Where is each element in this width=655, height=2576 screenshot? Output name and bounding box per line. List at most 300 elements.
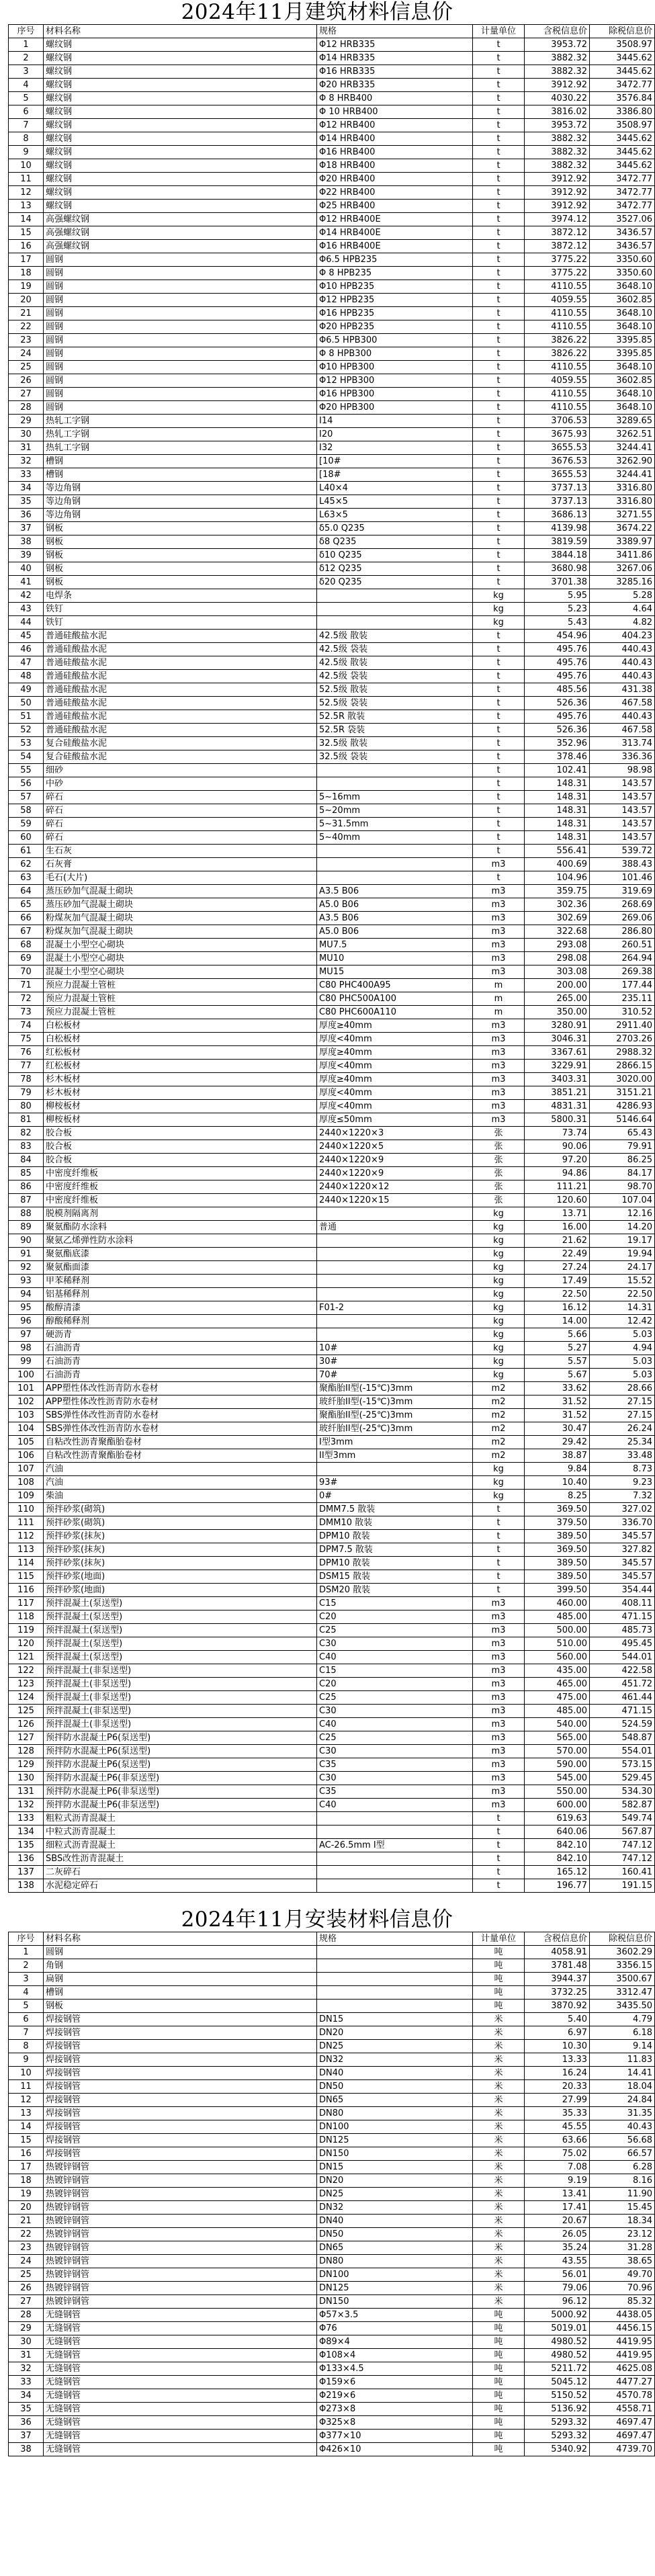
- table-cell: 93: [9, 1275, 44, 1288]
- table-cell: 619.63: [525, 1812, 590, 1826]
- table-cell: 焊接钢管: [44, 2094, 317, 2107]
- table-cell: 米: [473, 2067, 525, 2080]
- table-cell: 90.06: [525, 1140, 590, 1154]
- table-cell: 普通硅酸盐水泥: [44, 697, 317, 710]
- table-cell: m3: [473, 1664, 525, 1678]
- table-cell: 0#: [317, 1490, 473, 1503]
- table-cell: 38: [9, 2443, 44, 2456]
- table-cell: 23: [9, 2241, 44, 2255]
- table-cell: 130: [9, 1772, 44, 1785]
- table-cell: 3737.13: [525, 495, 590, 509]
- table-cell: 103: [9, 1409, 44, 1422]
- table-cell: 预拌混凝土(非泵送型): [44, 1664, 317, 1678]
- table-cell: 张: [473, 1140, 525, 1154]
- table-cell: 预拌混凝土(泵送型): [44, 1611, 317, 1624]
- table-cell: 胶合板: [44, 1140, 317, 1154]
- table-cell: m3: [473, 952, 525, 965]
- table-cell: DN80: [317, 2107, 473, 2120]
- table-row: [9, 240, 655, 253]
- table-cell: 吨: [473, 1973, 525, 1986]
- table-row: [9, 2120, 655, 2134]
- table-cell: 柳桉板材: [44, 1100, 317, 1113]
- table-cell: 98: [9, 1342, 44, 1355]
- table-row: [9, 1422, 655, 1436]
- table-cell: 玻纤胎II型(-25℃)3mm: [317, 1422, 473, 1436]
- column-header: 序号: [9, 1932, 44, 1946]
- table-cell: 165.12: [525, 1866, 590, 1879]
- table-row: [9, 2174, 655, 2188]
- table-row: [9, 1342, 655, 1355]
- table-cell: 聚氨酯底漆: [44, 1248, 317, 1261]
- table-cell: 2440×1220×9: [317, 1154, 473, 1167]
- table-row: [9, 871, 655, 885]
- table-cell: 12.16: [590, 1207, 655, 1221]
- table-row: [9, 2443, 655, 2456]
- table-cell: 70: [9, 965, 44, 979]
- table-cell: SBS弹性体改性沥青防水卷材: [44, 1422, 317, 1436]
- table-cell: 40.43: [590, 2120, 655, 2134]
- table-cell: 热镀锌钢管: [44, 2174, 317, 2188]
- table-cell: 9.23: [590, 1476, 655, 1490]
- table-cell: Φ6.5 HPB300: [317, 334, 473, 347]
- table-row: [9, 1839, 655, 1852]
- table-cell: 44: [9, 616, 44, 630]
- table-cell: 134: [9, 1826, 44, 1839]
- table-cell: 张: [473, 1154, 525, 1167]
- table-cell: 50: [9, 697, 44, 710]
- table-cell: [317, 1852, 473, 1866]
- table-cell: t: [473, 65, 525, 79]
- table-cell: t: [473, 307, 525, 320]
- table-cell: 3445.62: [590, 132, 655, 146]
- table-row: [9, 2416, 655, 2430]
- table-cell: A5.0 B06: [317, 898, 473, 912]
- table-cell: 柳桉板材: [44, 1113, 317, 1127]
- table-cell: 吨: [473, 2416, 525, 2430]
- table-cell: 68: [9, 939, 44, 952]
- table-cell: 336.36: [590, 750, 655, 764]
- table-cell: 粗粒式沥青混凝土: [44, 1812, 317, 1826]
- table-cell: Φ20 HRB335: [317, 79, 473, 92]
- table-cell: 粉煤灰加气混凝土砌块: [44, 925, 317, 939]
- table-cell: Φ377×10: [317, 2430, 473, 2443]
- table-cell: 等边角钢: [44, 482, 317, 495]
- table-cell: 86: [9, 1180, 44, 1194]
- table-cell: Φ16 HRB400E: [317, 240, 473, 253]
- table-row: [9, 1234, 655, 1248]
- table-cell: 3974.12: [525, 213, 590, 226]
- table-cell: SBS改性沥青混凝土: [44, 1852, 317, 1866]
- table-cell: 4697.47: [590, 2416, 655, 2430]
- table-cell: 54: [9, 750, 44, 764]
- table-cell: 杉木板材: [44, 1073, 317, 1086]
- table-cell: 135: [9, 1839, 44, 1852]
- table-cell: 3289.65: [590, 415, 655, 428]
- table-cell: m3: [473, 1799, 525, 1812]
- table-cell: 9.14: [590, 2040, 655, 2053]
- table-cell: 米: [473, 2268, 525, 2282]
- table-cell: 生石灰: [44, 845, 317, 858]
- table-cell: 143.57: [590, 831, 655, 845]
- table-cell: t: [473, 509, 525, 522]
- table-row: [9, 1396, 655, 1409]
- table-cell: 热镀锌钢管: [44, 2241, 317, 2255]
- table-cell: t: [473, 495, 525, 509]
- table-row: [9, 495, 655, 509]
- table-cell: 复合硅酸盐水泥: [44, 750, 317, 764]
- table-cell: 47: [9, 656, 44, 670]
- table-cell: 3602.29: [590, 1946, 655, 1959]
- table-cell: 4110.55: [525, 307, 590, 320]
- table-cell: 52.5R 散装: [317, 710, 473, 724]
- table-cell: 热镀锌钢管: [44, 2228, 317, 2241]
- table-cell: 螺纹钢: [44, 186, 317, 200]
- table-cell: 3395.85: [590, 334, 655, 347]
- table-cell: t: [473, 132, 525, 146]
- table-cell: 35.24: [525, 2241, 590, 2255]
- table-cell: 热镀锌钢管: [44, 2215, 317, 2228]
- table-row: [9, 2430, 655, 2443]
- table-cell: Φ 8 HRB400: [317, 92, 473, 105]
- table-cell: 95: [9, 1301, 44, 1315]
- table-cell: 49: [9, 683, 44, 697]
- table-cell: 85: [9, 1167, 44, 1180]
- table-cell: 345.57: [590, 1570, 655, 1584]
- table-cell: 286.80: [590, 925, 655, 939]
- table-row: [9, 1691, 655, 1705]
- table-cell: 53: [9, 737, 44, 750]
- table-cell: 米: [473, 2174, 525, 2188]
- table-cell: m3: [473, 1100, 525, 1113]
- table-cell: 435.00: [525, 1664, 590, 1678]
- table-cell: 600.00: [525, 1799, 590, 1812]
- table-row: [9, 1637, 655, 1651]
- table-cell: Φ16 HPB235: [317, 307, 473, 320]
- table-cell: 136: [9, 1852, 44, 1866]
- table-row: [9, 1207, 655, 1221]
- table-cell: t: [473, 630, 525, 643]
- table-cell: 3775.22: [525, 267, 590, 280]
- table-cell: 5019.01: [525, 2322, 590, 2335]
- table-cell: 540.00: [525, 1718, 590, 1731]
- table-cell: 石油沥青: [44, 1369, 317, 1382]
- table-row: [9, 1100, 655, 1113]
- table-cell: 747.12: [590, 1852, 655, 1866]
- table-cell: 30#: [317, 1355, 473, 1369]
- table-cell: 13.41: [525, 2188, 590, 2201]
- table-cell: 37: [9, 522, 44, 535]
- table-cell: t: [473, 750, 525, 764]
- table-cell: 3844.18: [525, 549, 590, 562]
- table-cell: DN150: [317, 2295, 473, 2309]
- table-row: [9, 132, 655, 146]
- table-row: [9, 2147, 655, 2161]
- table-cell: m3: [473, 1785, 525, 1799]
- table-cell: 9: [9, 2053, 44, 2067]
- table-cell: DMM10 散装: [317, 1516, 473, 1530]
- table-row: [9, 1073, 655, 1086]
- table-cell: 94.86: [525, 1167, 590, 1180]
- table-cell: t: [473, 535, 525, 549]
- table-cell: 蒸压砂加气混凝土砌块: [44, 885, 317, 898]
- table-cell: 5.03: [590, 1355, 655, 1369]
- table-cell: 560.00: [525, 1651, 590, 1664]
- table-row: [9, 213, 655, 226]
- table-row: [9, 777, 655, 791]
- table-cell: 5293.32: [525, 2430, 590, 2443]
- table-cell: δ5.0 Q235: [317, 522, 473, 535]
- table-cell: 4059.55: [525, 294, 590, 307]
- table-cell: 5~20mm: [317, 804, 473, 818]
- table-cell: 96: [9, 1315, 44, 1328]
- table-cell: t: [473, 441, 525, 455]
- table-cell: 27: [9, 388, 44, 401]
- table-cell: 热镀锌钢管: [44, 2188, 317, 2201]
- table-cell: 5340.92: [525, 2443, 590, 2456]
- table-cell: 3701.38: [525, 576, 590, 589]
- table-cell: 中粒式沥青混凝土: [44, 1826, 317, 1839]
- table-cell: Φ16 HRB335: [317, 65, 473, 79]
- table-cell: 143.57: [590, 791, 655, 804]
- table-cell: 5~16mm: [317, 791, 473, 804]
- table-cell: 米: [473, 2241, 525, 2255]
- table-cell: 3882.32: [525, 146, 590, 159]
- table-row: [9, 1127, 655, 1140]
- table-cell: 5.23: [525, 603, 590, 616]
- table-cell: 5~31.5mm: [317, 818, 473, 831]
- table-cell: 40: [9, 562, 44, 576]
- table-cell: 12.42: [590, 1315, 655, 1328]
- table-cell: 313.74: [590, 737, 655, 750]
- table-row: [9, 885, 655, 898]
- table-cell: 热轧工字钢: [44, 441, 317, 455]
- table-cell: 3436.57: [590, 226, 655, 240]
- table-row: [9, 2188, 655, 2201]
- table-row: [9, 1611, 655, 1624]
- table-row: [9, 1288, 655, 1301]
- table-cell: t: [473, 845, 525, 858]
- table-cell: [10#: [317, 455, 473, 468]
- table-cell: 127: [9, 1731, 44, 1745]
- table-cell: 510.00: [525, 1637, 590, 1651]
- table-cell: 62: [9, 858, 44, 871]
- table-cell: 97: [9, 1328, 44, 1342]
- table-cell: 3472.77: [590, 186, 655, 200]
- table-cell: 10#: [317, 1342, 473, 1355]
- table-cell: 9: [9, 146, 44, 159]
- table-cell: 126: [9, 1718, 44, 1731]
- table-cell: m2: [473, 1396, 525, 1409]
- table-cell: Φ 8 HPB300: [317, 347, 473, 361]
- table-cell: 3882.32: [525, 132, 590, 146]
- table-cell: 3602.85: [590, 294, 655, 307]
- table-cell: 640.06: [525, 1826, 590, 1839]
- table-row: [9, 1221, 655, 1234]
- table-row: [9, 925, 655, 939]
- table-cell: 20: [9, 294, 44, 307]
- table-cell: 预拌砂浆(抹灰): [44, 1557, 317, 1570]
- table-cell: 52.5级 袋装: [317, 697, 473, 710]
- table-cell: 3680.98: [525, 562, 590, 576]
- table-cell: 脱模剂隔离剂: [44, 1207, 317, 1221]
- table-cell: [317, 1866, 473, 1879]
- table-cell: t: [473, 200, 525, 213]
- table-cell: δ10 Q235: [317, 549, 473, 562]
- table-cell: 125: [9, 1705, 44, 1718]
- table-row: [9, 1180, 655, 1194]
- table-cell: 389.50: [525, 1557, 590, 1570]
- table-cell: 369.50: [525, 1503, 590, 1516]
- table-row: [9, 1006, 655, 1019]
- table-row: [9, 818, 655, 831]
- table-cell: A5.0 B06: [317, 925, 473, 939]
- table-row: [9, 79, 655, 92]
- table-row: [9, 2376, 655, 2389]
- table-cell: 33: [9, 2376, 44, 2389]
- table-cell: 94: [9, 1288, 44, 1301]
- table-cell: 预拌砂浆(抹灰): [44, 1530, 317, 1543]
- table-cell: 无缝钢管: [44, 2389, 317, 2403]
- table-cell: t: [473, 1852, 525, 1866]
- table-cell: 无缝钢管: [44, 2430, 317, 2443]
- table-cell: Φ159×6: [317, 2376, 473, 2389]
- table-cell: 4477.27: [590, 2376, 655, 2389]
- table-row: [9, 2241, 655, 2255]
- table-cell: 485.00: [525, 1611, 590, 1624]
- table-cell: 75.02: [525, 2147, 590, 2161]
- table-cell: 42: [9, 589, 44, 603]
- table-cell: 螺纹钢: [44, 159, 317, 173]
- table-cell: 圆钢: [44, 347, 317, 361]
- table-cell: 米: [473, 2161, 525, 2174]
- table-cell: 预拌混凝土(泵送型): [44, 1651, 317, 1664]
- table-cell: C25: [317, 1624, 473, 1637]
- table-row: [9, 2067, 655, 2080]
- table-cell: t: [473, 482, 525, 495]
- table-row: [9, 2228, 655, 2241]
- table-cell: 148.31: [525, 777, 590, 791]
- table-cell: 3872.12: [525, 226, 590, 240]
- table-cell: t: [473, 683, 525, 697]
- table-cell: t: [473, 240, 525, 253]
- table-cell: 槽钢: [44, 468, 317, 482]
- building-title: 2024年11月建筑材料信息价: [181, 0, 453, 24]
- table-cell: DN100: [317, 2120, 473, 2134]
- table-cell: 842.10: [525, 1852, 590, 1866]
- table-cell: 4110.55: [525, 320, 590, 334]
- table-cell: 18.04: [590, 2080, 655, 2094]
- table-cell: 14.00: [525, 1315, 590, 1328]
- table-cell: 23.12: [590, 2228, 655, 2241]
- table-cell: 预拌防水混凝土P6(非泵送型): [44, 1785, 317, 1799]
- table-cell: 120.60: [525, 1194, 590, 1207]
- table-cell: 148.31: [525, 818, 590, 831]
- table-cell: 3648.10: [590, 320, 655, 334]
- table-cell: 3648.10: [590, 401, 655, 415]
- table-cell: 30: [9, 2335, 44, 2349]
- table-cell: 中砂: [44, 777, 317, 791]
- table-cell: 4739.70: [590, 2443, 655, 2456]
- table-cell: 21: [9, 307, 44, 320]
- table-cell: 16: [9, 240, 44, 253]
- table-row: [9, 670, 655, 683]
- table-cell: 66: [9, 912, 44, 925]
- table-cell: 热镀锌钢管: [44, 2255, 317, 2268]
- table-cell: 79.06: [525, 2282, 590, 2295]
- table-cell: t: [473, 1570, 525, 1584]
- table-cell: m3: [473, 912, 525, 925]
- table-cell: DMM7.5 散装: [317, 1503, 473, 1516]
- table-cell: Φ133×4.5: [317, 2362, 473, 2376]
- table-cell: 焊接钢管: [44, 2134, 317, 2147]
- table-cell: [317, 2000, 473, 2013]
- table-row: [9, 1543, 655, 1557]
- table-cell: 34: [9, 482, 44, 495]
- table-cell: C40: [317, 1799, 473, 1812]
- table-cell: 3356.15: [590, 1959, 655, 1973]
- table-row: [9, 280, 655, 294]
- table-row: [9, 589, 655, 603]
- table-row: [9, 1154, 655, 1167]
- table-cell: 52: [9, 724, 44, 737]
- table-cell: 焊接钢管: [44, 2013, 317, 2026]
- table-cell: 4419.95: [590, 2335, 655, 2349]
- table-row: [9, 2000, 655, 2013]
- table-cell: DN20: [317, 2174, 473, 2188]
- table-cell: 33.62: [525, 1382, 590, 1396]
- table-cell: Φ 10 HRB400: [317, 105, 473, 119]
- table-cell: 厚度<40mm: [317, 1086, 473, 1100]
- table-cell: 预拌混凝土(泵送型): [44, 1637, 317, 1651]
- table-cell: 3: [9, 1973, 44, 1986]
- table-cell: 4059.55: [525, 374, 590, 388]
- table-cell: 圆钢: [44, 320, 317, 334]
- table-cell: C25: [317, 1731, 473, 1745]
- table-cell: 148.31: [525, 831, 590, 845]
- table-row: [9, 2389, 655, 2403]
- table-cell: 31: [9, 2349, 44, 2362]
- table-cell: 64: [9, 885, 44, 898]
- table-cell: kg: [473, 1315, 525, 1328]
- table-cell: 5.95: [525, 589, 590, 603]
- table-cell: 碎石: [44, 831, 317, 845]
- table-cell: 32: [9, 2362, 44, 2376]
- table-cell: 26: [9, 2282, 44, 2295]
- table-cell: 303.08: [525, 965, 590, 979]
- table-cell: 3411.86: [590, 549, 655, 562]
- table-cell: 3953.72: [525, 38, 590, 52]
- table-cell: II型3mm: [317, 1449, 473, 1463]
- table-cell: 等边角钢: [44, 509, 317, 522]
- table-cell: 3244.41: [590, 468, 655, 482]
- table-cell: 327.82: [590, 1543, 655, 1557]
- table-cell: 焊接钢管: [44, 2067, 317, 2080]
- table-cell: t: [473, 1812, 525, 1826]
- table-cell: 124: [9, 1691, 44, 1705]
- table-cell: 焊接钢管: [44, 2120, 317, 2134]
- table-row: [9, 965, 655, 979]
- column-header: 序号: [9, 25, 44, 38]
- table-row: [9, 2295, 655, 2309]
- column-header: 含税信息价: [525, 25, 590, 38]
- table-cell: 13.33: [525, 2053, 590, 2067]
- table-cell: 热镀锌钢管: [44, 2268, 317, 2282]
- table-cell: 74: [9, 1019, 44, 1033]
- table-row: [9, 737, 655, 750]
- table-cell: 扁钢: [44, 1973, 317, 1986]
- table-cell: t: [473, 576, 525, 589]
- table-row: [9, 159, 655, 173]
